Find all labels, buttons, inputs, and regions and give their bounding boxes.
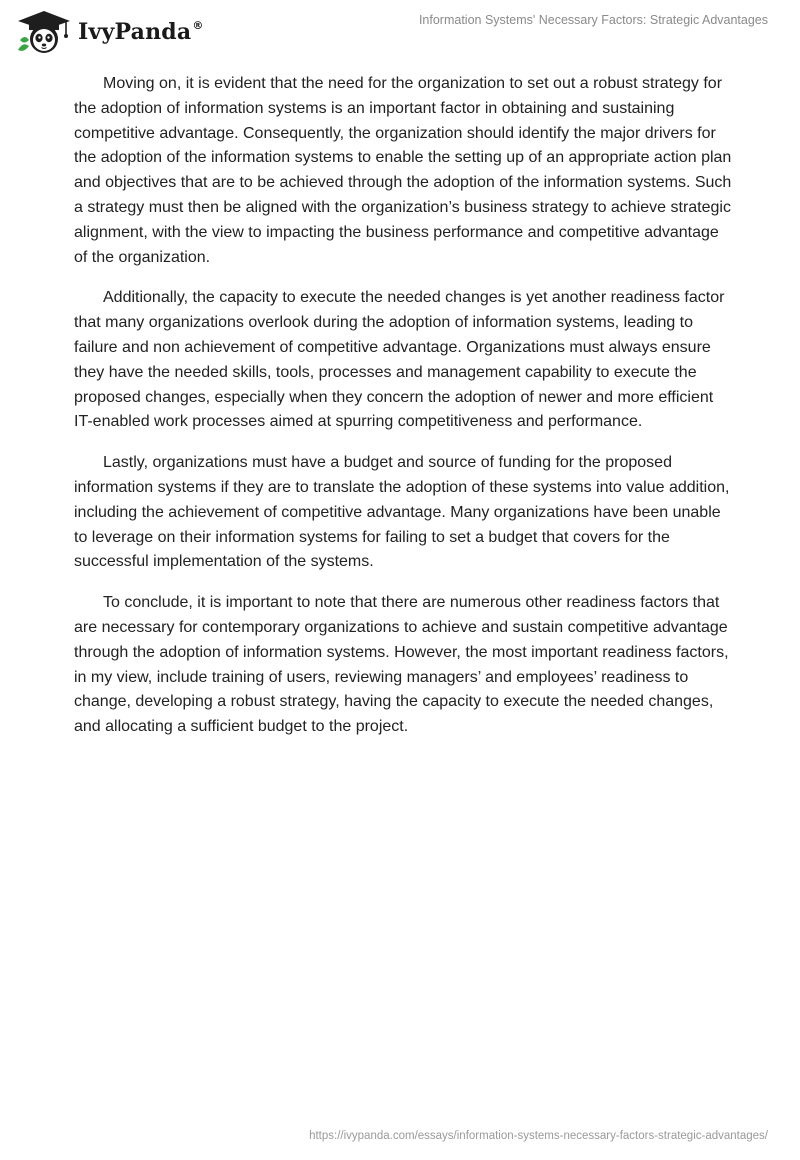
essay-body bbox=[74, 72, 734, 756]
paragraph: Additionally, the capacity to execute the needed changes is yet another readiness factor that many organizations overlook during the adoption of information systems, leading to failure and non achievement of competitive advantage. Organizations must always ensure they have the needed skills, tools, processes and management capability to execute the proposed changes, especially when they concern the adoption of newer and more efficient IT-enabled work processes aimed at spurring competitiveness and performance. bbox=[74, 289, 725, 431]
paragraph: To conclude, it is important to note that there are numerous other readiness factors that are necessary for contemporary organizations to achieve and sustain competitive advantage through the adoption of information systems. However, the most important readiness factors, in my view, include training of users, reviewing managers’ and employees’ readiness to change, developing a robust strategy, having the capacity to execute the needed changes, and allocating a sufficient budget to the project. bbox=[74, 594, 729, 736]
registered-mark: ® bbox=[192, 18, 204, 32]
ivypanda-logo[interactable] bbox=[14, 8, 214, 56]
source-url-link[interactable]: https://ivypanda.com/essays/information-systems-necessary-factors-strategic-advantages/ bbox=[309, 1130, 768, 1142]
document-title: Information Systems' Necessary Factors: Strategic Advantages bbox=[418, 13, 768, 27]
paragraph: Lastly, organizations must have a budget and source of funding for the proposed information systems if they are to translate the adoption of these systems into value addition, including the achievement of competitive advantage. Many organizations have been unable to leverage on their information systems for failing to set a budget that covers for the successful implementation of the systems. bbox=[74, 454, 730, 571]
brand-name: IvyPanda® bbox=[78, 18, 204, 45]
panda-graduate-icon bbox=[14, 8, 74, 56]
paragraph: Moving on, it is evident that the need for the organization to set out a robust strategy for the adoption of information systems is an important factor in obtaining and sustaining competitive advantage. Consequently, the organization should identify the major drivers for the adoption of the information systems to enable the setting up of an appropriate action plan and objectives that are to be achieved through the adoption of the information systems. Such a strategy must then be aligned with the organization’s business strategy to achieve strategic alignment, with the view to impacting the business performance and competitive advantage of the organization. bbox=[74, 75, 732, 266]
page-header bbox=[0, 0, 800, 60]
